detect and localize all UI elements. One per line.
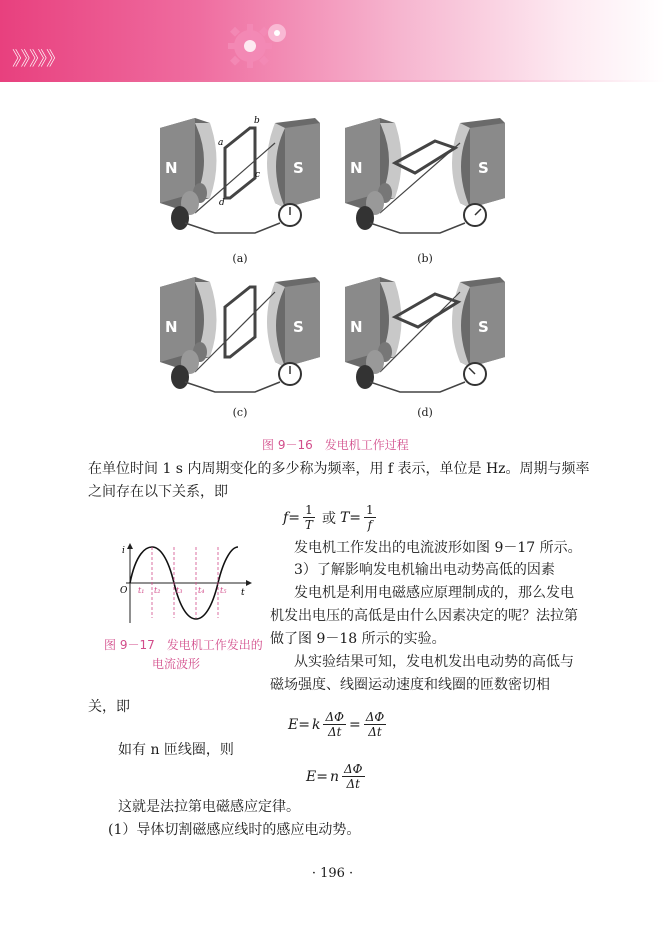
paragraph-1-line-1: 在单位时间 1 s 内周期变化的多少称为频率，用 f 表示，单位是 Hz。周期与频率: [88, 461, 590, 477]
wire-label-a: a: [218, 138, 224, 148]
wire-label-c: c: [255, 170, 261, 180]
south-pole-label: S: [478, 318, 489, 336]
frequency-formula: f = $\frac{1}{T}$ 或 T = $\frac{1}{f}$: [283, 503, 374, 532]
south-pole-label: S: [293, 159, 304, 177]
panel-label-c: (c): [232, 406, 248, 419]
paragraph-2: 发电机工作发出的电流波形如图 9－17 所示。: [294, 540, 582, 556]
paragraph-6: 如有 n 匝线圈，则: [118, 742, 234, 758]
paragraph-8: (1）导体切割磁感应线时的感应电动势。: [108, 822, 361, 838]
wire-label-d: d: [219, 198, 225, 208]
tick-t3: t₃: [176, 586, 183, 595]
panel-label-a: (a): [232, 252, 248, 265]
south-pole-label: S: [293, 318, 304, 336]
paragraph-5-line-3: 关，即: [88, 699, 130, 715]
north-pole-label: N: [350, 318, 363, 336]
tick-t1: t₁: [138, 586, 145, 595]
north-pole-label: N: [165, 159, 178, 177]
origin-label: O: [120, 586, 128, 596]
paragraph-4-line-2: 机发出电压的高低是由什么因素决定的呢？法拉第: [270, 608, 578, 624]
x-axis-label: t: [241, 588, 245, 598]
tick-t2: t₂: [154, 586, 161, 595]
figure-9-17-caption-line-2: 电流波形: [152, 657, 201, 671]
paragraph-7: 这就是法拉第电磁感应定律。: [118, 799, 300, 815]
chevron-decoration: 》》》》》: [12, 48, 65, 70]
paragraph-5-line-1: 从实验结果可知，发电机发出电动势的高低与: [294, 654, 574, 670]
faraday-formula-n: E = n $\frac{\Delta\Phi}{\Delta t}$: [306, 762, 363, 791]
figure-9-16-caption: 图 9－16 发电机工作过程: [262, 438, 409, 452]
page-header-band: [0, 0, 665, 80]
south-pole-label: S: [478, 159, 489, 177]
panel-label-b: (b): [417, 252, 433, 265]
paragraph-4-line-1: 发电机是利用电磁感应原理制成的，那么发电: [294, 585, 574, 601]
generator-diagram-a: [155, 113, 325, 243]
generator-diagram-d: [340, 272, 510, 402]
north-pole-label: N: [165, 318, 178, 336]
wire-label-b: b: [254, 116, 260, 126]
paragraph-5-line-2: 磁场强度、线圈运动速度和线圈的匝数密切相: [270, 677, 550, 693]
panel-label-d: (d): [417, 406, 433, 419]
current-waveform-graph: [108, 543, 253, 628]
figure-9-17-caption-line-1: 图 9－17 发电机工作发出的: [104, 638, 263, 652]
y-axis-label: i: [122, 546, 125, 556]
paragraph-1-line-2: 之间存在以下关系，即: [88, 484, 228, 500]
paragraph-4-line-3: 做了图 9－18 所示的实验。: [270, 631, 446, 647]
paragraph-3-heading: 3）了解影响发电机输出电动势高低的因素: [294, 562, 555, 578]
tick-t5: t₅: [220, 586, 227, 595]
gear-icon: [222, 18, 292, 73]
generator-diagram-b: [340, 113, 510, 243]
tick-t4: t₄: [198, 586, 205, 595]
header-rule: [0, 80, 665, 82]
page-number: · 196 ·: [311, 866, 354, 881]
north-pole-label: N: [350, 159, 363, 177]
faraday-formula-k: E = k $\frac{\Delta\Phi}{\Delta t}$ = $\frac{\Delta\Phi}{\Delta t}$: [288, 710, 385, 739]
generator-diagram-c: [155, 272, 325, 402]
